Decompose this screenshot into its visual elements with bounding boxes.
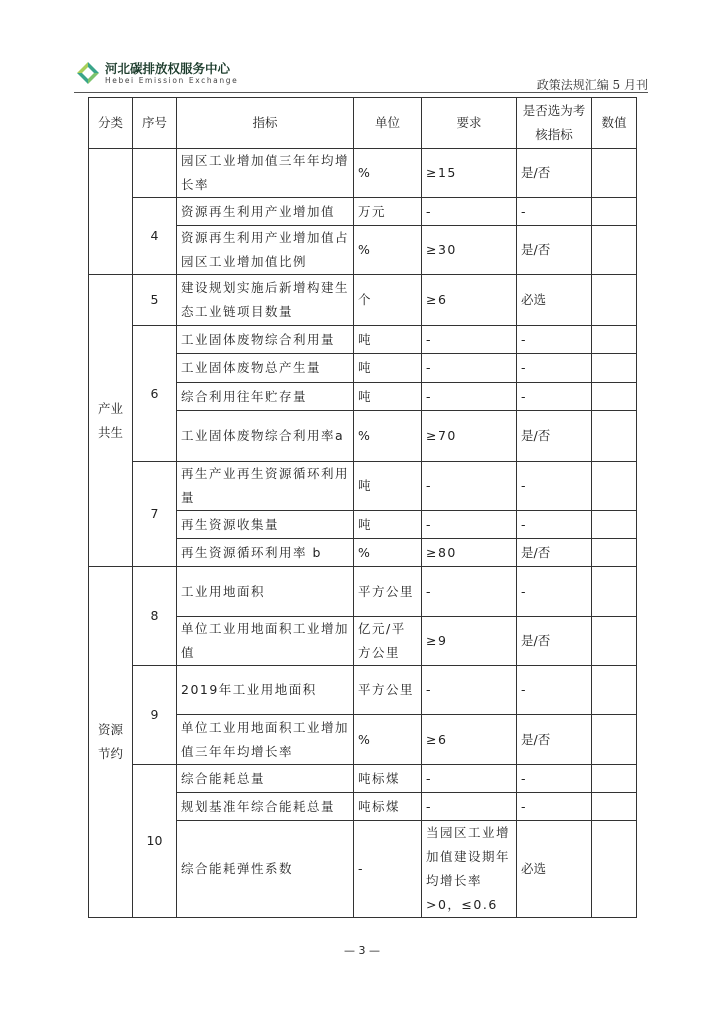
- unit-cell: 个: [354, 275, 422, 326]
- page-number: — 3 —: [344, 944, 380, 957]
- table-header-row: [89, 98, 637, 149]
- unit-cell: 吨: [354, 354, 422, 383]
- indicator-cell: 再生资源收集量: [177, 511, 354, 539]
- value-cell: [592, 567, 637, 617]
- header-assessment: 是否选为考核指标: [517, 98, 592, 149]
- requirement-cell: ≥70: [422, 411, 517, 462]
- table-row: [89, 198, 637, 226]
- category-cell: [89, 149, 133, 275]
- header-unit: 单位: [354, 98, 422, 149]
- value-cell: [592, 326, 637, 354]
- unit-cell: -: [354, 821, 422, 918]
- value-cell: [592, 226, 637, 275]
- value-cell: [592, 511, 637, 539]
- indicator-cell: 再生资源循环利用率 b: [177, 539, 354, 567]
- seq-cell: 7: [133, 462, 177, 567]
- indicator-cell: 资源再生利用产业增加值: [177, 198, 354, 226]
- seq-cell: 9: [133, 666, 177, 765]
- unit-cell: 吨标煤: [354, 765, 422, 793]
- assessment-cell: -: [517, 511, 592, 539]
- assessment-cell: -: [517, 666, 592, 715]
- value-cell: [592, 715, 637, 765]
- assessment-cell: 是/否: [517, 715, 592, 765]
- assessment-cell: -: [517, 462, 592, 511]
- value-cell: [592, 765, 637, 793]
- requirement-cell: ≥6: [422, 275, 517, 326]
- org-name-cn: 河北碳排放权服务中心: [105, 60, 231, 76]
- table-row: [89, 765, 637, 793]
- unit-cell: %: [354, 539, 422, 567]
- header-indicator: 指标: [177, 98, 354, 149]
- indicator-cell: 建设规划实施后新增构建生态工业链项目数量: [177, 275, 354, 326]
- unit-cell: %: [354, 149, 422, 198]
- indicator-cell: 工业固体废物综合利用量: [177, 326, 354, 354]
- unit-cell: %: [354, 226, 422, 275]
- seq-cell: 6: [133, 326, 177, 462]
- assessment-cell: 必选: [517, 275, 592, 326]
- assessment-cell: -: [517, 793, 592, 821]
- unit-cell: 吨: [354, 383, 422, 411]
- value-cell: [592, 821, 637, 918]
- org-logo: [75, 60, 238, 86]
- assessment-cell: -: [517, 383, 592, 411]
- value-cell: [592, 354, 637, 383]
- table-row: [89, 149, 637, 198]
- seq-cell: 10: [133, 765, 177, 918]
- value-cell: [592, 383, 637, 411]
- value-cell: [592, 793, 637, 821]
- assessment-cell: -: [517, 567, 592, 617]
- table-row: [89, 462, 637, 511]
- requirement-cell: -: [422, 462, 517, 511]
- requirement-cell: -: [422, 354, 517, 383]
- indicator-table: [88, 97, 637, 918]
- requirement-cell: -: [422, 198, 517, 226]
- assessment-cell: 必选: [517, 821, 592, 918]
- value-cell: [592, 539, 637, 567]
- indicator-cell: 2019年工业用地面积: [177, 666, 354, 715]
- table-row: [89, 275, 637, 326]
- header-value: 数值: [592, 98, 637, 149]
- value-cell: [592, 275, 637, 326]
- value-cell: [592, 666, 637, 715]
- value-cell: [592, 462, 637, 511]
- requirement-cell: -: [422, 765, 517, 793]
- requirement-cell: -: [422, 567, 517, 617]
- seq-cell: 5: [133, 275, 177, 326]
- logo-icon: [75, 60, 101, 86]
- category-cell: 资源节约: [89, 567, 133, 918]
- value-cell: [592, 198, 637, 226]
- assessment-cell: -: [517, 765, 592, 793]
- requirement-cell: ≥9: [422, 617, 517, 666]
- indicator-cell: 资源再生利用产业增加值占园区工业增加值比例: [177, 226, 354, 275]
- requirement-cell: -: [422, 326, 517, 354]
- unit-cell: %: [354, 411, 422, 462]
- indicator-cell: 规划基准年综合能耗总量: [177, 793, 354, 821]
- seq-cell: [133, 149, 177, 198]
- seq-cell: 4: [133, 198, 177, 275]
- requirement-cell: -: [422, 666, 517, 715]
- org-name-en: Hebei Emission Exchange: [105, 75, 239, 85]
- unit-cell: 万元: [354, 198, 422, 226]
- indicator-cell: 工业固体废物总产生量: [177, 354, 354, 383]
- header-seq: 序号: [133, 98, 177, 149]
- assessment-cell: 是/否: [517, 539, 592, 567]
- assessment-cell: -: [517, 354, 592, 383]
- seq-cell: 8: [133, 567, 177, 666]
- header-requirement: 要求: [422, 98, 517, 149]
- indicator-cell: 单位工业用地面积工业增加值: [177, 617, 354, 666]
- requirement-cell: 当园区工业增加值建设期年均增长率>0，≤0.6: [422, 821, 517, 918]
- header-divider: [74, 92, 648, 93]
- unit-cell: 吨: [354, 326, 422, 354]
- indicator-cell: 综合利用往年贮存量: [177, 383, 354, 411]
- table-row: [89, 567, 637, 617]
- value-cell: [592, 149, 637, 198]
- requirement-cell: ≥6: [422, 715, 517, 765]
- table-row: [89, 326, 637, 354]
- table-row: [89, 666, 637, 715]
- unit-cell: 吨: [354, 511, 422, 539]
- value-cell: [592, 411, 637, 462]
- requirement-cell: ≥15: [422, 149, 517, 198]
- indicator-cell: 单位工业用地面积工业增加值三年年均增长率: [177, 715, 354, 765]
- unit-cell: 吨标煤: [354, 793, 422, 821]
- assessment-cell: 是/否: [517, 411, 592, 462]
- indicator-cell: 工业用地面积: [177, 567, 354, 617]
- assessment-cell: 是/否: [517, 617, 592, 666]
- requirement-cell: ≥80: [422, 539, 517, 567]
- category-cell: 产业共生: [89, 275, 133, 567]
- header-category: 分类: [89, 98, 133, 149]
- unit-cell: 平方公里: [354, 666, 422, 715]
- indicator-cell: 综合能耗弹性系数: [177, 821, 354, 918]
- unit-cell: 平方公里: [354, 567, 422, 617]
- assessment-cell: -: [517, 326, 592, 354]
- assessment-cell: 是/否: [517, 149, 592, 198]
- indicator-cell: 园区工业增加值三年年均增长率: [177, 149, 354, 198]
- indicator-cell: 综合能耗总量: [177, 765, 354, 793]
- unit-cell: 吨: [354, 462, 422, 511]
- requirement-cell: -: [422, 793, 517, 821]
- requirement-cell: -: [422, 383, 517, 411]
- assessment-cell: 是/否: [517, 226, 592, 275]
- requirement-cell: ≥30: [422, 226, 517, 275]
- indicator-cell: 工业固体废物综合利用率a: [177, 411, 354, 462]
- indicator-cell: 再生产业再生资源循环利用量: [177, 462, 354, 511]
- unit-cell: 亿元/平方公里: [354, 617, 422, 666]
- unit-cell: %: [354, 715, 422, 765]
- assessment-cell: -: [517, 198, 592, 226]
- publication-title: 政策法规汇编 5 月刊: [536, 78, 648, 92]
- value-cell: [592, 617, 637, 666]
- requirement-cell: -: [422, 511, 517, 539]
